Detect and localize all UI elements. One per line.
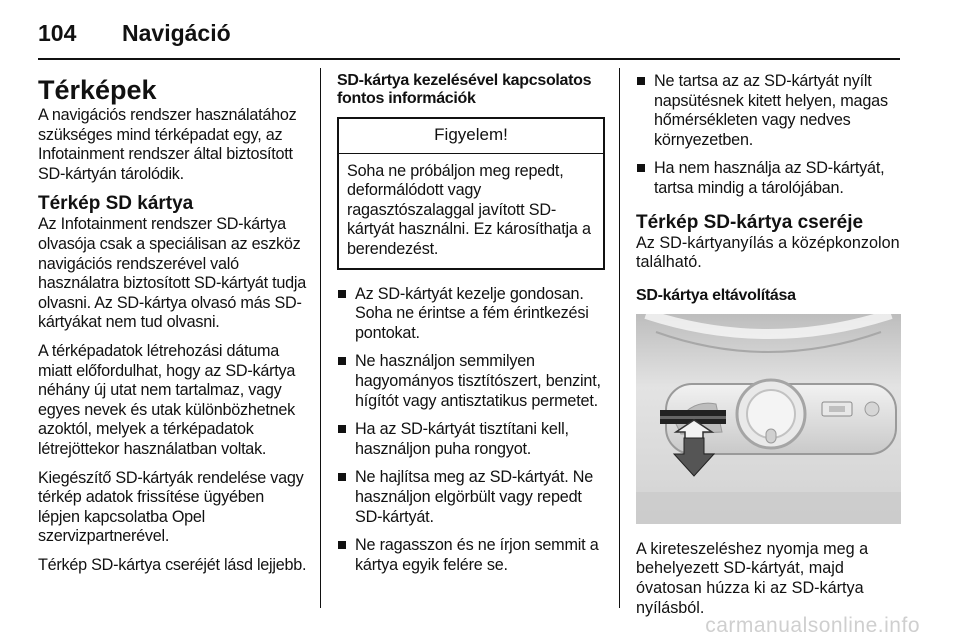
bullet-icon xyxy=(338,473,346,481)
list-item-text: Ne hajlítsa meg az SD-kártyát. Ne használjon elgörbült vagy repedt SD-kártyát. xyxy=(355,468,594,526)
watermark: carmanualsonline.info xyxy=(705,614,920,637)
bullet-list xyxy=(636,72,906,199)
list-item-text: Ne tartsa az az SD-kártyát nyílt napsütésnek kitett helyen, magas hőmérsékleten vagy nedves környezetben. xyxy=(654,72,888,149)
bullet-icon xyxy=(338,357,346,365)
list-item-text: Ne ragasszon és ne írjon semmit a kártya egyik felére se. xyxy=(355,536,599,574)
bullet-icon xyxy=(637,164,645,172)
body-paragraph: A térképadatok létrehozási dátuma miatt előfordulhat, hogy az SD-kártya néhány új utat nem tartalmaz, vagy egyes nevek és utak különbözhetnek azoktól, melyek a térképadatok létrejöttekor használatban voltak. xyxy=(38,341,296,458)
column-1 xyxy=(38,72,308,584)
list-item-text: Ha nem használja az SD-kártyát, tartsa mindig a tárolójában. xyxy=(654,159,885,197)
list-item xyxy=(337,420,607,459)
bullet-icon xyxy=(338,425,346,433)
subsection-title: Térkép SD-kártya cseréje xyxy=(636,211,864,233)
subsection-title: Térkép SD kártya xyxy=(38,193,194,215)
figure-caption: A kireteszeléshez nyomja meg a behelyezett SD-kártyát, majd óvatosan húzza ki az SD-kártya nyílásból. xyxy=(636,539,869,617)
section-title: Navigáció xyxy=(122,20,231,46)
bullet-icon xyxy=(338,541,346,549)
list-item xyxy=(337,285,607,344)
body-paragraph: Kiegészítő SD-kártyák rendelése vagy térkép adatok frissítése ügyében lépjen kapcsolatba Opel szervizpartnerével. xyxy=(38,468,304,546)
body-paragraph: Az Infotainment rendszer SD-kártya olvasója csak a speciálisan az eszköz navigációs rendszerével való használatra biztosított SD-kártyát tudja olvasni. Az SD-kártya olvasó más SD-kártyákat nem tud olvasni. xyxy=(38,215,307,332)
list-item xyxy=(337,352,607,411)
list-item xyxy=(337,468,607,527)
body-paragraph: Térkép SD-kártya cseréjét lásd lejjebb. xyxy=(38,555,307,574)
page-title: Térképek xyxy=(38,75,157,105)
section-heading: SD-kártya kezelésével kapcsolatos fontos információk xyxy=(337,72,592,107)
column-divider-2 xyxy=(619,68,620,608)
list-item xyxy=(636,159,906,198)
page-number: 104 xyxy=(38,20,77,46)
warning-text: Soha ne próbáljon meg repedt, deformálódott vagy ragasztószalaggal javított SD-kártyát használni. Ez károsíthatja a berendezést. xyxy=(347,161,591,258)
intro-paragraph: Az SD-kártyanyílás a középkonzolon található. xyxy=(636,233,900,272)
sd-card-slot-illustration xyxy=(636,314,901,524)
column-3 xyxy=(636,72,906,627)
list-item-text: Az SD-kártyát kezelje gondosan. Soha ne érintse a fém érintkezési pontokat. xyxy=(355,284,589,342)
sub-heading: SD-kártya eltávolítása xyxy=(636,286,796,304)
list-item-text: Ha az SD-kártyát tisztítani kell, használjon puha rongyot. xyxy=(355,420,569,458)
column-divider-1 xyxy=(320,68,321,608)
list-item-text: Ne használjon semmilyen hagyományos tisztítószert, benzint, hígítót vagy antisztatikus permetet. xyxy=(355,352,601,410)
list-item xyxy=(337,536,607,575)
warning-title: Figyelem! xyxy=(339,119,603,154)
list-item xyxy=(636,72,906,150)
header-rule xyxy=(38,58,900,60)
column-2 xyxy=(337,72,607,584)
bullet-icon xyxy=(637,77,645,85)
bullet-icon xyxy=(338,290,346,298)
page-header xyxy=(38,20,231,47)
intro-paragraph: A navigációs rendszer használatához szükséges mind térképadat egy, az Infotainment rendszer által biztosított SD-kártyán tárolódik. xyxy=(38,106,297,183)
warning-box xyxy=(337,117,605,270)
bullet-list xyxy=(337,285,607,576)
